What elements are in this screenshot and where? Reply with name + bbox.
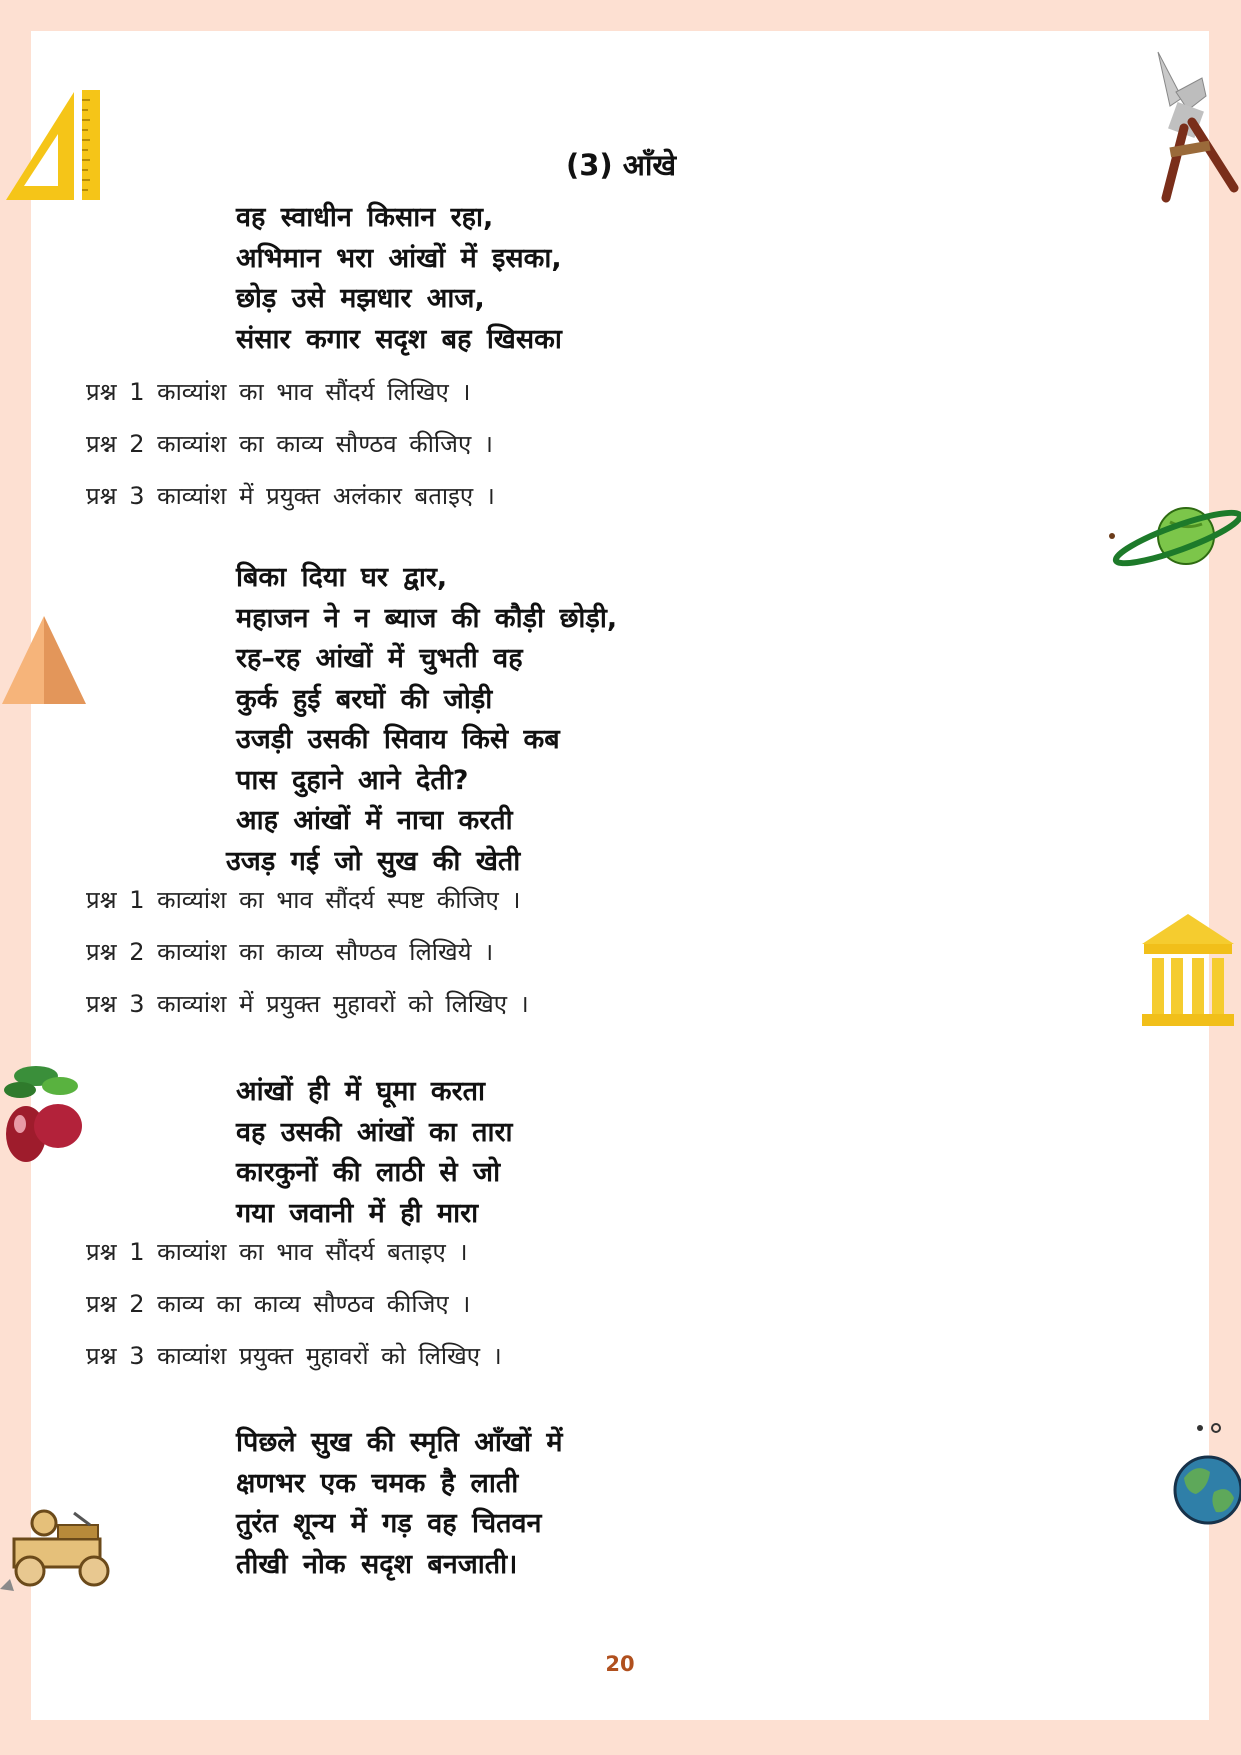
verse-line: तीखी नोक सदृश बनजाती। [236, 1548, 518, 1580]
verse-line: छोड़ उसे मझधार आज, [236, 283, 485, 314]
verse-line: बिका दिया घर द्वार, [236, 562, 448, 593]
verse-line: आह आंखों में नाचा करती [236, 805, 513, 836]
question: प्रश्न 3 काव्यांश में प्रयुक्त अलंकार बताइए । [86, 482, 495, 510]
verse-line: वह उसकी आंखों का तारा [236, 1116, 513, 1148]
verse-line: आंखों ही में घूमा करता [236, 1076, 486, 1107]
verse-line: क्षणभर एक चमक है लाती [236, 1467, 519, 1499]
stanza-2 [226, 558, 618, 882]
question: प्रश्न 3 काव्यांश प्रयुक्त मुहावरों को लिखिए । [86, 1342, 502, 1370]
verse-line: अभिमान भरा आंखों में इसका, [236, 242, 562, 274]
question: प्रश्न 1 काव्यांश का भाव सौंदर्य स्पष्ट कीजिए । [86, 886, 521, 914]
verse-line: तुरंत शून्य में गड़ वह चितवन [236, 1508, 542, 1539]
set-square-ruler-icon [2, 88, 102, 203]
pruning-shears-icon [1148, 48, 1240, 203]
stanza-3 [236, 1072, 513, 1234]
verse-line: संसार कगार सदृश बह खिसका [236, 323, 562, 355]
question: प्रश्न 1 काव्यांश का भाव सौंदर्य बताइए । [86, 1238, 468, 1266]
verse-line: महाजन ने न ब्याज की कौड़ी छोड़ी, [236, 602, 618, 634]
question: प्रश्न 2 काव्यांश का काव्य सौण्ठव लिखिये । [86, 938, 494, 966]
earth-globe-icon [1168, 1422, 1241, 1534]
verse-line: पिछले सुख की स्मृति आँखों में [236, 1427, 563, 1458]
verse-line: कुर्क हुई बरघों की जोड़ी [236, 683, 493, 715]
verse-line: कारकुनों की लाठी से जो [236, 1157, 501, 1188]
cart-icon [0, 1505, 126, 1595]
page-sheet [31, 31, 1209, 1720]
temple-icon [1138, 910, 1241, 1030]
pyramid-icon [0, 612, 88, 707]
stanza-1 [236, 198, 562, 360]
question: प्रश्न 3 काव्यांश में प्रयुक्त मुहावरों को लिखिए । [86, 990, 529, 1018]
verse-line: रह–रह आंखों में चुभती वह [236, 643, 523, 674]
verse-line: गया जवानी में ही मारा [236, 1197, 479, 1229]
verse-line: पास दुहाने आने देती? [236, 764, 469, 796]
question-block-2 [86, 880, 529, 1036]
page-number: 20 [605, 1652, 635, 1676]
cherries-icon [0, 1060, 88, 1170]
question-block-1 [86, 372, 495, 528]
verse-line: वह स्वाधीन किसान रहा, [236, 202, 494, 233]
chapter-title: (3) आँखे [566, 148, 677, 182]
question: प्रश्न 1 काव्यांश का भाव सौंदर्य लिखिए । [86, 378, 471, 406]
verse-line: उजड़ गई जो सुख की खेती [226, 845, 521, 877]
question: प्रश्न 2 काव्य का काव्य सौण्ठव कीजिए । [86, 1290, 471, 1318]
stanza-4 [236, 1423, 562, 1585]
planet-icon [1108, 500, 1241, 572]
question: प्रश्न 2 काव्यांश का काव्य सौण्ठव कीजिए । [86, 430, 493, 458]
verse-line: उजड़ी उसकी सिवाय किसे कब [236, 724, 560, 755]
question-block-3 [86, 1232, 502, 1388]
